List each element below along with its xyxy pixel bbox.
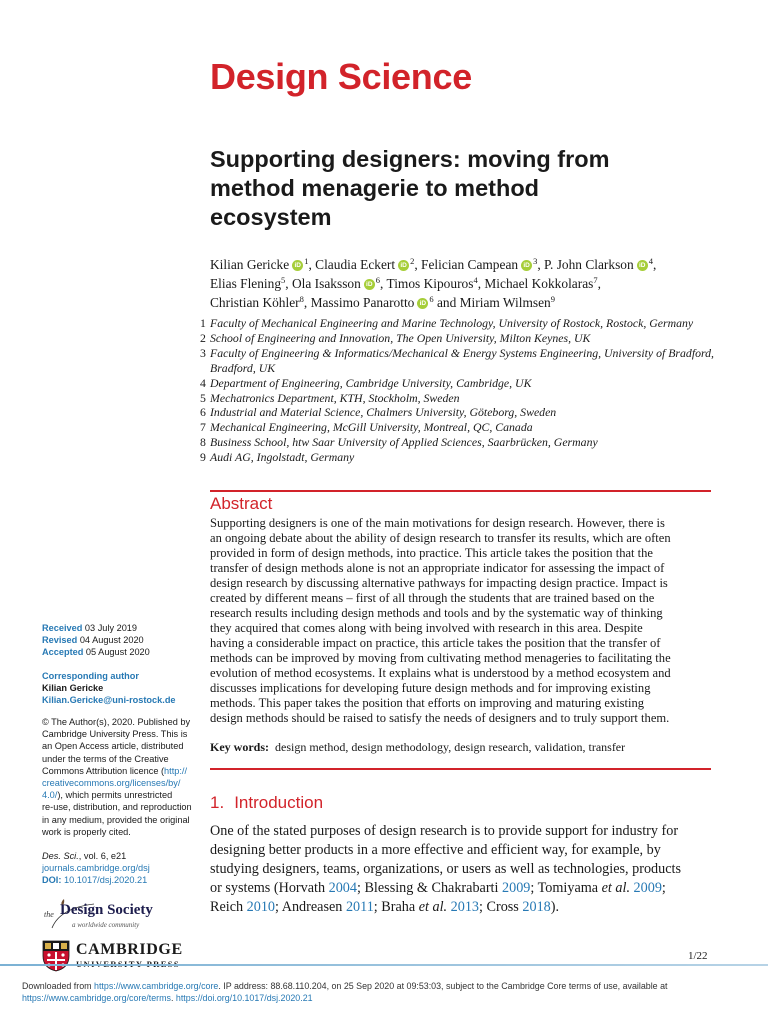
affiliation-ref: 3: [533, 256, 538, 266]
author-line: [210, 274, 730, 293]
abstract-heading: Abstract: [210, 494, 273, 513]
design-society-logo: [42, 898, 177, 936]
abstract-top-rule: [210, 490, 711, 492]
received-label: Received: [42, 623, 83, 633]
citation-link[interactable]: 2009: [630, 880, 662, 896]
received-line: [42, 622, 150, 634]
page-bottom-rule: [0, 964, 768, 966]
footer-text: Downloaded from: [22, 981, 95, 991]
orcid-icon[interactable]: iD: [364, 279, 375, 290]
affiliation-ref: 1: [304, 256, 309, 266]
abstract-line: an ongoing debate about the ability of design research to transfer its results, which are often: [210, 531, 671, 545]
license-line: Cambridge University Press. This is: [42, 729, 188, 740]
citation-journal: Des. Sci.: [42, 851, 79, 861]
license-line: re-use, distribution, and reproduction: [42, 802, 192, 813]
license-text: Commons Attribution licence (: [42, 765, 165, 776]
abstract-line: methods can be improved by moving from cultivating method menageries to facilitating the: [210, 651, 671, 665]
author-line: [210, 293, 730, 312]
title-line: Supporting designers: moving from: [210, 146, 610, 172]
abstract-line: Supporting designers is one of the main motivations for design research. However, there is: [210, 516, 665, 530]
corresponding-email-link[interactable]: Kilian.Gericke@uni-rostock.de: [42, 695, 176, 706]
license-line: an Open Access article, distributed: [42, 741, 184, 752]
body-text: Reich: [210, 899, 247, 915]
citation-link[interactable]: 2011: [345, 899, 374, 915]
author-name: , Timos Kipouros: [380, 276, 474, 291]
section-heading-introduction: [210, 792, 323, 814]
revised-label: Revised: [42, 635, 78, 646]
keywords-label: Key words:: [210, 740, 269, 754]
author-name: , Claudia Eckert: [308, 257, 396, 272]
affiliation-number: 9: [200, 450, 206, 465]
et-al: et al.: [418, 899, 448, 915]
download-footer: [22, 981, 752, 1004]
abstract-line: transfer of design methods alone is not an appropriate indicator for assessing the impact of: [210, 561, 665, 575]
citation-volume: , vol. 6, e21: [78, 851, 127, 861]
affiliation-ref: 2: [410, 256, 415, 266]
abstract-line: design research by discussing alternative pathways for impacting design practice. Impact is: [210, 576, 668, 590]
body-line: studying designers, teams, organizations, or users as well as technologies, products: [210, 861, 681, 877]
affiliation-ref: 4: [648, 256, 653, 266]
license-notice: [42, 716, 202, 838]
body-text: ; Andreasen: [275, 899, 346, 915]
affiliation-item: [200, 331, 730, 346]
section-number: 1.: [210, 793, 225, 812]
affiliation-number: 7: [200, 420, 206, 435]
author-name: , Ola Isaksson: [285, 276, 361, 291]
license-line: work is properly cited.: [42, 826, 131, 837]
affiliation-item: [200, 346, 730, 376]
section-title: Introduction: [234, 793, 324, 812]
affiliation-number: 5: [200, 390, 206, 405]
body-text: ; Cross: [479, 899, 523, 915]
body-text: ; Tomiyama: [530, 880, 602, 896]
body-line: One of the stated purposes of design research is to provide support for industry for: [210, 823, 679, 839]
title-line: ecosystem: [210, 204, 332, 230]
separator: ,: [652, 257, 657, 272]
journal-title: Design Science: [210, 56, 472, 97]
introduction-body: [210, 822, 711, 917]
doi-link[interactable]: 10.1017/dsj.2020.21: [63, 875, 148, 886]
affiliation-ref: 8: [299, 294, 304, 304]
orcid-icon[interactable]: iD: [521, 260, 532, 271]
affiliation-number: 1: [200, 316, 206, 330]
cambridge-logo: [42, 940, 202, 974]
affiliation-number: 3: [200, 345, 206, 360]
abstract-line: evolution of method ecosystems. It explains what is understood by a method ecosystem and: [210, 666, 671, 680]
society-the: the: [44, 910, 54, 919]
license-link[interactable]: http://: [164, 765, 188, 776]
body-line: designing better products in a more effective and efficient way, for example, by: [210, 842, 661, 858]
society-name: Design Society: [60, 902, 153, 918]
citation-link[interactable]: 2013: [447, 899, 480, 915]
affiliation-ref: 5: [281, 275, 286, 285]
body-text: or systems (Horvath: [210, 880, 329, 896]
article-title: [210, 145, 730, 232]
affiliation-text: Faculty of Engineering & Informatics/Mechanical & Energy Systems Engineering, University of Bradford, Bradford, UK: [210, 345, 714, 375]
keywords-text: design method, design methodology, design research, validation, transfer: [275, 740, 626, 754]
accepted-label: Accepted: [42, 647, 84, 658]
abstract-bottom-rule: [210, 768, 711, 770]
affiliation-item: [200, 391, 730, 406]
affiliation-ref: 9: [550, 294, 555, 304]
author-name: , P. John Clarkson: [537, 257, 634, 272]
received-date: 03 July 2019: [84, 623, 138, 633]
affiliation-text: Department of Engineering, Cambridge University, Cambridge, UK: [210, 375, 532, 390]
corresponding-name: Kilian Gericke: [42, 683, 104, 694]
abstract-body: [210, 516, 711, 726]
affiliation-list: [200, 316, 730, 465]
affiliation-ref: 4: [473, 275, 478, 285]
cambridge-wordmark: CAMBRIDGE: [76, 941, 183, 958]
footer-link[interactable]: https://www.cambridge.org/core/terms: [22, 992, 171, 1003]
title-line: method menagerie to method: [210, 175, 540, 201]
body-line: [210, 879, 711, 898]
affiliation-item: [200, 420, 730, 435]
affiliation-item: [200, 316, 730, 331]
orcid-icon[interactable]: iD: [398, 260, 409, 271]
license-text: ), which permits unrestricted: [57, 790, 173, 801]
license-line: in any medium, provided the original: [42, 814, 190, 825]
citation-link[interactable]: 2004: [328, 880, 357, 896]
affiliation-text: Faculty of Mechanical Engineering and Marine Technology, University of Rostock, Rostock, Germany: [210, 316, 694, 330]
abstract-line: design methods should be raised to satisfy the needs of designers and to truly support them.: [210, 711, 670, 725]
affiliation-ref: 6: [375, 275, 381, 285]
license-line: [42, 765, 202, 777]
doi-line: [42, 874, 150, 886]
license-line: under the terms of the Creative: [42, 753, 169, 764]
license-line: © The Author(s), 2020. Published by: [42, 717, 191, 727]
footer-text: . IP address: 88.68.110.204, on 25 Sep 2020 at 09:53:03, subject to the Cambridge Core terms of use, available at: [218, 981, 668, 991]
citation-line: [42, 850, 150, 862]
author-name: and Miriam Wilmsen: [433, 295, 551, 310]
corresponding-label: Corresponding author: [42, 671, 139, 681]
page-number: 1/22: [688, 950, 708, 962]
journal-link[interactable]: journals.cambridge.org/dsj: [42, 863, 150, 874]
license-line: [42, 789, 202, 801]
author-name: Christian Köhler: [210, 295, 300, 310]
affiliation-text: Mechatronics Department, KTH, Stockholm, Sweden: [210, 390, 460, 405]
abstract-line: discusses implications for developing future design methods and for improving existing: [210, 681, 651, 695]
revised-date: 04 August 2020: [79, 635, 144, 646]
body-line: [210, 898, 711, 917]
body-text: ; Braha: [373, 899, 419, 915]
author-line: [210, 255, 730, 274]
author-name: , Massimo Panarotto: [303, 295, 415, 310]
affiliation-number: 8: [200, 435, 206, 450]
affiliation-text: Mechanical Engineering, McGill University, Montreal, QC, Canada: [210, 420, 533, 435]
cambridge-shield-icon: [42, 940, 70, 972]
abstract-line: they acquired that comes along with being involved with research in this area. Despite: [210, 621, 643, 635]
affiliation-item: [200, 435, 730, 450]
author-list: [210, 255, 730, 312]
abstract-line: methods. This paper takes the position that efforts on improving and maturing existing: [210, 696, 645, 710]
orcid-icon[interactable]: iD: [637, 260, 648, 271]
citation-link[interactable]: 2010: [246, 899, 276, 915]
accepted-date: 05 August 2020: [85, 647, 150, 658]
abstract-line: research results including design methods and tools and by the systematic way of thinking: [210, 606, 663, 620]
footer-link[interactable]: https://doi.org/10.1017/dsj.2020.21: [175, 992, 313, 1003]
author-name: , Michael Kokkolaras: [477, 276, 594, 291]
affiliation-item: [200, 405, 730, 420]
license-link[interactable]: 4.0/: [42, 790, 58, 801]
orcid-icon[interactable]: iD: [417, 298, 428, 309]
doi-label: DOI:: [42, 875, 62, 886]
author-name: Kilian Gericke: [210, 257, 290, 272]
separator: ,: [597, 276, 601, 291]
footer-link[interactable]: https://www.cambridge.org/core: [94, 981, 219, 991]
affiliation-number: 2: [200, 330, 206, 345]
abstract-line: provided in form of design methods, into practice. This article takes the position that the: [210, 546, 653, 560]
history-dates: [42, 622, 150, 659]
society-tagline: a worldwide community: [72, 921, 140, 929]
affiliation-number: 6: [200, 405, 206, 420]
abstract-line: having a considerable impact on practice, this article takes the position that the transfer of: [210, 636, 661, 650]
affiliation-text: Audi AG, Ingolstadt, Germany: [210, 450, 355, 465]
affiliation-item: [200, 450, 730, 465]
corresponding-author: [42, 670, 176, 707]
affiliation-item: [200, 376, 730, 391]
et-al: et al.: [601, 880, 630, 896]
affiliation-ref: 6: [429, 294, 434, 304]
affiliation-text: Business School, htw Saar University of Applied Sciences, Saarbrücken, Germany: [210, 435, 598, 450]
author-name: Elias Flening: [210, 276, 282, 291]
affiliation-text: Industrial and Material Science, Chalmers University, Göteborg, Sweden: [210, 405, 557, 420]
citation-link[interactable]: 2018: [522, 899, 551, 915]
citation-link[interactable]: 2009: [502, 880, 531, 896]
orcid-icon[interactable]: iD: [292, 260, 303, 271]
footer-text: .: [170, 992, 176, 1003]
abstract-line: created by different means – first of all through the students that are trained based on the: [210, 591, 655, 605]
affiliation-text: School of Engineering and Innovation, The Open University, Milton Keynes, UK: [210, 330, 591, 345]
citation-info: [42, 850, 150, 887]
body-text: ; Blessing & Chakrabarti: [356, 880, 502, 896]
affiliation-ref: 7: [593, 275, 598, 285]
body-text: ).: [550, 899, 560, 915]
keywords: [210, 740, 625, 755]
accepted-line: [42, 646, 150, 658]
affiliation-number: 4: [200, 375, 206, 390]
author-name: , Felician Campean: [414, 257, 519, 272]
revised-line: [42, 634, 150, 646]
body-text: ;: [661, 880, 666, 896]
license-link[interactable]: creativecommons.org/licenses/by/: [42, 778, 181, 789]
